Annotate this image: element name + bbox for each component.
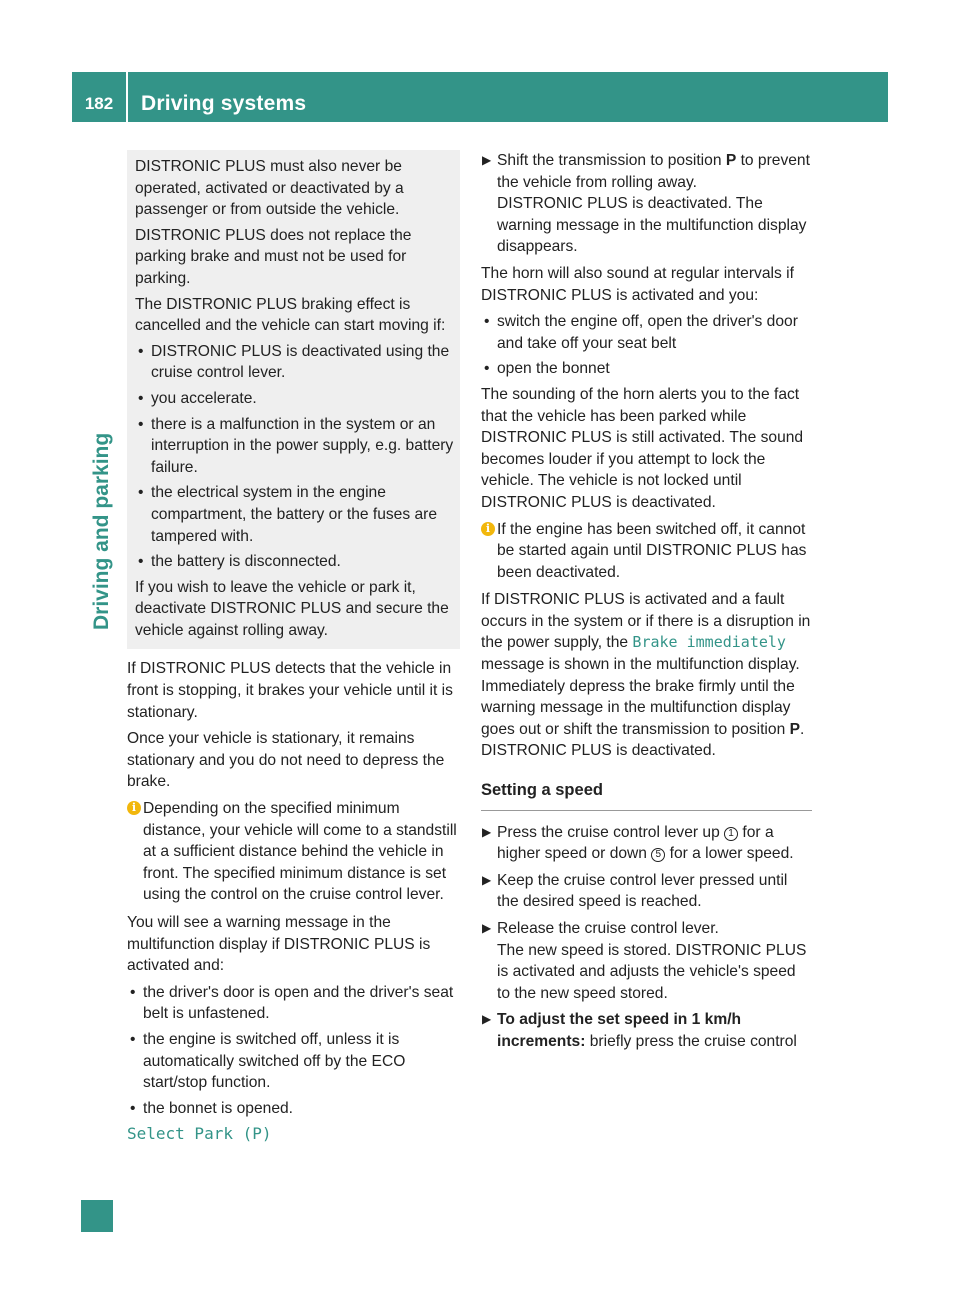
step-arrow-icon: ▶ (482, 153, 492, 167)
warning-text: DISTRONIC PLUS must also never be operated, activated or deactivated by a passenger or from outside the vehicle. (135, 158, 404, 219)
paragraph-text: If DISTRONIC PLUS is activated and a fault occurs in the system or if there is a disruption in the power supply, the (481, 591, 811, 652)
right-column (481, 150, 812, 1058)
instruction-step (481, 870, 812, 913)
note-text: If the engine has been switched off, it cannot be started again until DISTRONIC PLUS has been deactivated. (497, 520, 807, 581)
warning-box (127, 150, 460, 649)
instruction-step (481, 1009, 812, 1052)
step-result: The new speed is stored. DISTRONIC PLUS is activated and adjusts the vehicle's speed to the new speed stored. (497, 941, 807, 1002)
note-text: Depending on the specified minimum distance, your vehicle will come to a standstill at a sufficient distance behind the vehicle in front. The specified minimum distance is set using the control on the cruise control lever. (143, 800, 457, 904)
paragraph-text: message is shown in the multifunction display. Immediately depress the brake firmly until the warning message in the multifunction display goes out or shift the transmission to position (481, 656, 800, 738)
list-item: • open the bonnet (481, 358, 812, 380)
display-message: Brake immediately (632, 633, 786, 652)
gear-position: P (789, 720, 800, 738)
instruction-step (481, 918, 812, 1004)
step-arrow-icon: ▶ (482, 824, 492, 839)
list-item: • the electrical system in the engine compartment, the battery or the fuses are tampered with. (135, 482, 454, 547)
body-paragraph: The horn will also sound at regular intervals if DISTRONIC PLUS is activated and you: (481, 264, 794, 304)
body-paragraph: If DISTRONIC PLUS detects that the vehicle in front is stopping, it brakes your vehicle until it is stationary. (127, 660, 453, 721)
step-title: To adjust the set speed in 1 km/h increments: (497, 1011, 742, 1050)
step-text: for a higher speed or down (497, 823, 774, 863)
info-note (127, 798, 460, 906)
step-text: Shift the transmission to position (497, 152, 726, 169)
body-paragraph (481, 589, 812, 762)
body-paragraph: Once your vehicle is stationary, it remains stationary and you do not need to depress the brake. (127, 730, 445, 791)
step-text: briefly press the cruise control (585, 1032, 797, 1050)
callout-marker: 1 (724, 827, 738, 841)
list-item: • the battery is disconnected. (135, 551, 454, 573)
left-column (127, 150, 460, 1145)
list-item: • you accelerate. (135, 388, 454, 410)
chapter-label: Driving and parking (90, 432, 113, 630)
list-item: • there is a malfunction in the system or an interruption in the power supply, e.g. battery failure. (135, 414, 454, 479)
step-result: DISTRONIC PLUS is deactivated. The warning message in the multifunction display disappears. (497, 195, 807, 256)
step-arrow-icon: ▶ (482, 1012, 492, 1027)
list-item: • the bonnet is opened. (127, 1098, 460, 1120)
warning-text: The DISTRONIC PLUS braking effect is cancelled and the vehicle can start moving if: (135, 295, 446, 335)
info-note (481, 519, 812, 584)
instruction-step (481, 822, 812, 865)
list-item: • the driver's door is open and the driver's seat belt is unfastened. (127, 982, 460, 1025)
body-paragraph: You will see a warning message in the multifunction display if DISTRONIC PLUS is activated and: (127, 914, 431, 975)
step-text: to prevent the vehicle from rolling away. (497, 152, 810, 191)
callout-marker: 5 (651, 848, 665, 862)
display-message: Select Park (P) (127, 1124, 272, 1144)
list-item: • switch the engine off, open the driver's door and take off your seat belt (481, 311, 812, 354)
list-item: • the engine is switched off, unless it is automatically switched off by the ECO start/stop function. (127, 1029, 460, 1094)
step-text: Keep the cruise control lever pressed until the desired speed is reached. (497, 871, 788, 911)
chapter-marker (81, 1200, 113, 1232)
step-text: Release the cruise control lever. (497, 920, 719, 937)
warning-text: DISTRONIC PLUS does not replace the parking brake and must not be used for parking. (135, 226, 412, 287)
info-icon: i (481, 522, 495, 536)
step-arrow-icon: ▶ (482, 872, 492, 887)
page-title: Driving systems (141, 92, 307, 115)
paragraph-text: . DISTRONIC PLUS is deactivated. (481, 720, 805, 760)
header-divider (126, 72, 128, 122)
step-text: Press the cruise control lever up (497, 823, 725, 841)
side-tab (72, 122, 126, 1224)
body-paragraph: The sounding of the horn alerts you to the fact that the vehicle has been parked while DISTRONIC PLUS is still activated. The sound becomes louder if you attempt to lock the vehicle. The vehicle is not locked until DISTRONIC PLUS is deactivated. (481, 385, 804, 511)
step-arrow-icon: ▶ (482, 921, 492, 935)
warning-text: If you wish to leave the vehicle or park it, deactivate DISTRONIC PLUS and secure the vehicle against rolling away. (135, 578, 449, 639)
instruction-step (481, 150, 812, 258)
gear-position: P (725, 152, 737, 169)
list-item: • DISTRONIC PLUS is deactivated using the cruise control lever. (135, 341, 454, 384)
info-icon: i (127, 801, 141, 815)
step-text: for a lower speed. (665, 845, 794, 863)
section-heading: Setting a speed (481, 780, 812, 811)
page-number: 182 (84, 94, 114, 113)
